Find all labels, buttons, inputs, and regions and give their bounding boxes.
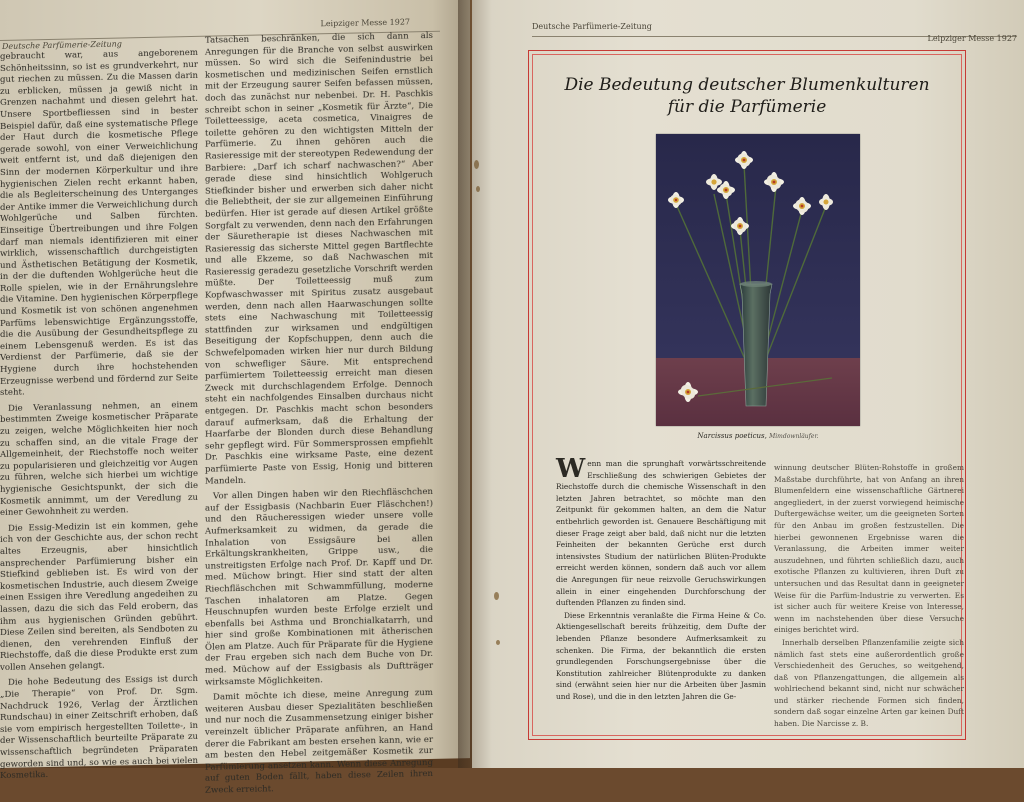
left-header-journal: Deutsche Parfümerie-Zeitung [2,39,122,51]
paragraph: gebraucht war, aus angeborenem Schönheitssinn, so ist es grundverkehrt, nur gut riechen zu müssen. Zu die Massen darin zu erblicken, müssen ja gewiß nicht in Grenzen nachahmt und diesen gelehrt hat. Unsere Sportbefliessen sind in bester Beispiel dafür, daß eine systematische Pflege der Haut durch die kosmetische Pflege gerade sowohl, von einer Verweichlichung weit entfernt ist, und daß diejenigen den Sinn der modernen Körperkultur und ihre hygienischen Zielen recht erkannt haben, die als Begleiterscheinung des Unterganges der Antike immer die Verweichlichung durch Wohlgerüche und Salben fürchten. Einseitige Übertreibungen und ihre Folgen darf man niemals identifizieren mit einer wirklich, wissenschaftlich durchgeistigten und Ästhetischen Betätigung der Kosmetik, in der die duftenden Wohlgerüche heut die Rolle spielen, wie in der Ernährungslehre die Vitamine. Den hygienischen Körperpflege und Kosmetik ist von schönen angenehmen Parfüms lebenswichtige Ergänzungsstoffe, die die Ausübung der Gesundheitspflege zu einem Lebensgenuß werden. Es ist das Verdienst der Parfümerie, daß sie der Hygiene durch ihre hochstehenden Erzeugnisse werbend und fördernd zur Seite steht. [0,47,198,399]
paragraph: Vor allen Dingen haben wir den Riechfläschchen auf der Essigbasis (Nachbarin Euer Fläschchen!) und den Räucheressigen wieder unsere volle Aufmerksamkeit zu widmen, da gerade die Inhalation von Essigsäure bei allen Erkältungskrankheiten, Grippe usw., die unstreitigsten Erfolge nach Prof. Dr. Kapff und Dr. med. Müchow bringt. Hier sind statt der alten Riechfläschchen mit Schwammfüllung, moderne Taschen inhalatoren am Platze. Gegen Heuschnupfen wurden beste Erfolge erzielt und ebenfalls bei Asthma und Bronchialkatarrh, und hier sind große Kombinationen mit ätherischen Ölen am Platze. Auch für Präparate für die Hygiene der Frau ergeben sich nach dem Buche von Dr. med. Müchow auf der Essigbasis als Duftträger wirksamste Möglichkeiten. [205,487,433,688]
article-column-1 [556,454,766,726]
paragraph: Damit möchte ich diese, meine Anregung zum weiteren Ausbau dieser Spezialitäten beschließen und nur noch die Zusammensetzung einiger bisher vereinzelt üblicher Präparate anführen, an Hand derer die Fabrikant am besten ersehen kann, wie er am besten den Hebel zeitgemäßer Kosmetik zur Parfümierung ansetzen kann. Wenn diese Anregung auf guten Boden fällt, haben diese Zeilen ihren Zweck erreicht. [205,688,433,796]
narcissus-photo [656,134,860,426]
article-title-line-2: für die Parfümerie [667,97,827,117]
book-spine-shadow [458,0,492,768]
paragraph: Die hohe Bedeutung des Essigs ist durch „Die Therapie“ von Prof. Dr. Sgm. Nachdruck 1926, Verlag der Ärztlichen Rundschau) in einer Zeitschrift erhoben, daß sie vom empirisch hergestellten Toilette-, in der Wissenschaftlich beurteilte Präparate zu wissenschaftlich begründeten Präparaten geworden sind und, so wie es auch bei vielen Kosmetika. [0,674,198,782]
photo-caption [656,432,860,440]
article-title [532,74,962,118]
right-header-issue: Leipziger Messe 1927 [927,34,1017,43]
paragraph: winnung deutscher Blüten-Rohstoffe in großem Maßstabe durchführte, hat von Anfang an ihren Blumenfeldern eine wissenschaftliche Gärtnerei angegliedert, in der zuerst vorwiegend heimische Duftergewächse weiter, um die geeigneten Sorten für den Anbau im großen festzustellen. Die hierbei gewonnenen Ergebnisse waren die Veranlassung, die Arbeiten immer weiter auszudehnen, und führten schließlich dazu, auch exotische Pflanzen zu kultivieren, ihren Duft zu untersuchen und das Resultat dann in geeigneter Weise für die Parfüm-Industrie zu verwerten. Es ist sicher auch für weitere Kreise von Interesse, wenn im nachstehenden über diese Versuche einiges berichtet wird. [774,463,964,635]
left-column-1 [0,47,198,782]
left-column-2 [205,30,433,796]
left-page [0,0,470,796]
paragraph: Die Essig-Medizin ist ein kommen, gehe ich von der Geschichte aus, der schon recht altes Erzeugnis, aber hinsichtlich ansprechender Parfümierung bisher ein Stiefkind geblieben ist. Es wird von der kosmetischen Industrie, auch diesem Zweige einen Essigen ihre Veredlung angedeihen zu lassen, dazu die sich das Feld erobern, das ihm aus hygienischen Gründen gebührt. Diese Zeilen sind bereiten, als Sendboten zu dienen, den verehrenden Einfluß der Riechstoffe, daß die diese Produkte erst zum vollen Ansehen gelangt. [0,519,198,673]
drop-cap: W [556,454,586,484]
paragraph: Diese Erkenntnis veranlaßte die Firma Heine & Co. Aktiengesellschaft bereits frühzeitig, dem Dufte der lebenden Pflanze besondere Aufmerksamkeit zu schenken. Die Firma, der bekanntlich die ersten grundlegenden Forschungsergebnisse über die Konstitution zahlreicher Blütenprodukte zu danken sind (erwähnt seien hier nur die Arbeiten über Jasmin und Rose), und die in den letzten Jahren die Ge- [556,610,766,701]
left-header-issue: Leipziger Messe 1927 [320,17,410,29]
right-header-journal: Deutsche Parfümerie-Zeitung [532,22,652,31]
article-title-line-1: Die Bedeutung deutscher Blumenkulturen [564,75,930,95]
paragraph [556,454,766,609]
right-page-header [532,22,1017,43]
paragraph: Die Veranlassung nehmen, an einem bestimmten Zweige kosmetischer Präparate zu zeigen, welche Möglichkeiten hier noch zu schaffen sind, an die vitale Frage der Allgemeinheit, der Riechstoffe noch weiter zu popularisieren und gleichzeitig vor Augen zu führen, welche sich hierbei um wichtige hygienische Gesichtspunkt, der sich die Kosmetik annimmt, um der Veredlung zu einer Gewohnheit zu werden. [0,399,198,519]
article-column-2 [774,462,964,728]
right-page [472,0,1024,768]
paragraph-text: enn man die sprunghaft vorwärtsschreitende Erschließung des schwierigen Gebietes der Riechstoffe durch die chemische Wissenschaft in den letzten Jahren betrachtet, so möchte man den Zeitpunkt für gekommen halten, an dem die Natur entbehrlich geworden ist. Genauere Beschäftigung mit dieser Frage zeigt aber bald, daß nicht nur die letzten Feinheiten der bekannten Gerüche erst durch intensivstes Studium der natürlichen Blüten-Produkte erreicht werden können, sondern daß auch vor allem die Anregungen für neue reizvolle Geruchswirkungen allein in einer eingehenden Durchforschung der duftenden Pflanzen zu finden sind. [556,459,766,608]
caption-species: Narcissus poeticus, [697,432,767,440]
paragraph: Tatsachen beschränken, die sich dann als Anregungen für die Branche von selbst auswirken müssen. So wird sich die Seifenindustrie bei kosmetischen und medizinischen Seifen ernstlich mit der Erzeugung saurer Seifen befassen müssen, doch das zunächst nur nebenbei. Dr. H. Paschkis schreibt schon in seiner „Kosmetik für Ärzte“, Die Toiletteessige, aceta cosmetica, Vinaigres de toilette gehören zu den wichtigsten Mitteln der Parfümerie. Zu ihnen gehören auch die Rasieressige mit der stereotypen Redewendung der Barbiere: „Darf ich scharf nachwaschen?“ Aber gerade diese sind hinsichtlich Wohlgeruch Stiefkinder bisher und erwerben sich daher nicht die Beliebtheit, der sie zur allgemeinen Einführung bedürfen. Hier ist gerade auf diesen Artikel größte Sorgfalt zu verwenden, denn nach den Erfahrungen der Säuretherapie ist dieses Nachwaschen mit Rasieressig das sicherste Mittel gegen Bartflechte und alle Ekzeme, so daß Nachwaschen mit Rasieressig geradezu gesetzliche Vorschrift werden müßte. Der Toiletteessig muß zum Kopfwaschwasser mit Spiritus zusatz ausgebaut werden, denn nach allen Haarwaschungen sollte stets eine Nachwaschung mit Toiletteessig stattfinden zur wirksamen und endgültigen Beseitigung der Kopfschuppen, denn auch die Schwefelpomaden wirken hier nur durch Bildung von schwefliger Säure. Mit entsprechend parfümiertem Toiletteessig erreicht man diesen Zweck mit durchschlagendem Erfolge. Dennoch steht ein nachfolgendes Einsalben durchaus nicht entgegen. Dr. Paschkis macht schon besonders darauf aufmerksam, daß die Erhaltung der Haarfarbe der Blonden durch diese Behandlung sehr gepflegt wird. Für Sommersprossen empfiehlt Dr. Paschkis eine wirksame Paste, eine dezent parfümierte Paste von Essig, Honig und bitteren Mandeln. [205,30,433,487]
caption-credit: Mimdownläufer. [769,433,819,440]
paragraph: Innerhalb derselben Pflanzenfamilie zeigte sich nämlich fast stets eine außerordentlich große Verschiedenheit des Geruches, so weitgehend, daß von Pflanzengattungen, die allgemein als wohlriechend bekannt sind, nicht nur schwächer und stärker riechende Formen sich finden, sondern daß sogar einzelne Arten gar keinen Duft haben. Die Narcisse z. B. [774,637,964,729]
